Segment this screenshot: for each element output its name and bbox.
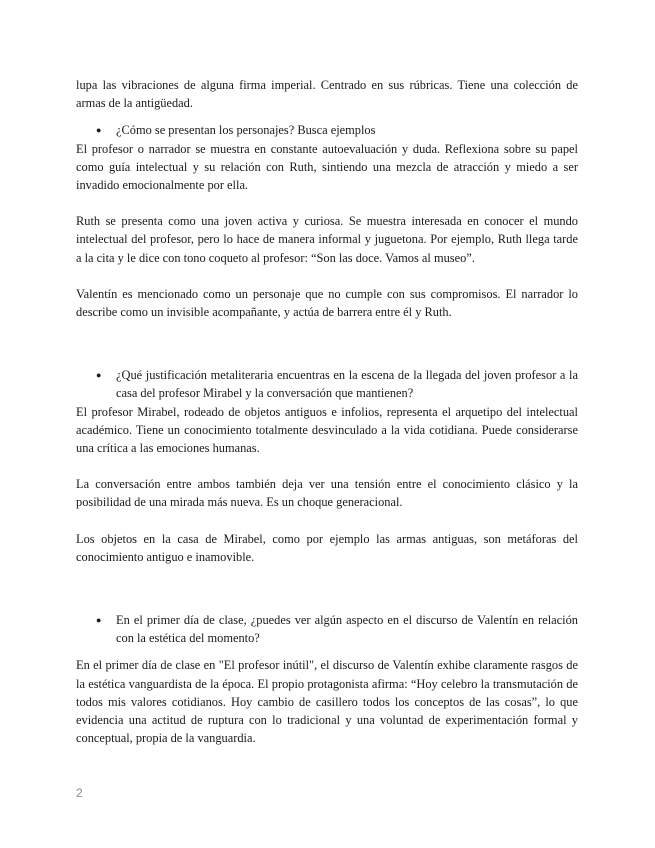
paragraph-vanguard: En el primer día de clase en "El profesor inútil", el discurso de Valentín exhibe claramente rasgos de la estética vanguardista de la época. El propio protagonista afirma: “Hoy celebro la transmutación de todos mis valores cotidianos. Hoy cambio de casillero todos los conceptos de las cosas”, lo que evidencia una actitud de ruptura con lo tradicional y una voluntad de experimentación formal y conceptual, propia de la vanguardia. bbox=[76, 658, 578, 746]
paragraph-professor: El profesor o narrador se muestra en constante autoevaluación y duda. Reflexiona sobre su papel como guía intelectual y su relación con Ruth, sintiendo una mezcla de atracción y miedo a ser invadido emocionalmente por ella. bbox=[76, 141, 578, 193]
bullet-icon: ● bbox=[96, 125, 102, 136]
bullet-icon: ● bbox=[96, 370, 102, 381]
paragraph-conversation: La conversación entre ambos también deja ver una tensión entre el conocimiento clásico y la posibilidad de una mirada más nueva. Es un choque generacional. bbox=[76, 477, 578, 510]
question-item-first-class bbox=[76, 611, 578, 647]
paragraph-valentin: Valentín es mencionado como un personaje que no cumple con sus compromisos. El narrador lo describe como un invisible acompañante, y actúa de barrera entre él y Ruth. bbox=[76, 286, 578, 320]
question-text: ¿Cómo se presentan los personajes? Busca ejemplos bbox=[116, 123, 376, 138]
paragraph-mirabel: El profesor Mirabel, rodeado de objetos antiguos e infolios, representa el arquetipo del intelectual académico. Tiene un conocimiento totalmente desvinculado a la vida cotidiana. Puede considerarse una crítica a las emociones humanas. bbox=[76, 404, 578, 456]
question-text: ¿Qué justificación metaliteraria encuentras en la escena de la llegada del joven profesor a la casa del profesor Mirabel y la conversación que mantienen? bbox=[116, 368, 578, 401]
paragraph-ruth: Ruth se presenta como una joven activa y curiosa. Se muestra interesada en conocer el mundo intelectual del profesor, pero lo hace de manera informal y juguetona. Por ejemplo, Ruth llega tarde a la cita y le dice con tono coqueto al profesor: “Son las doce. Vamos al museo”. bbox=[76, 214, 578, 265]
bullet-icon: ● bbox=[96, 615, 102, 626]
paragraph-objects: Los objetos en la casa de Mirabel, como por ejemplo las armas antiguas, son metáforas del conocimiento antiguo e inamovible. bbox=[76, 531, 578, 564]
question-item-characters bbox=[76, 121, 578, 139]
paragraph-weapons-collection: lupa las vibraciones de alguna firma imperial. Centrado en sus rúbricas. Tiene una colección de armas de la antigüedad. bbox=[76, 78, 578, 111]
question-item-metaliterary bbox=[76, 366, 578, 402]
page-content bbox=[76, 76, 578, 747]
page-number: 2 bbox=[76, 786, 83, 800]
question-text: En el primer día de clase, ¿puedes ver algún aspecto en el discurso de Valentín en relación con la estética del momento? bbox=[116, 613, 578, 646]
